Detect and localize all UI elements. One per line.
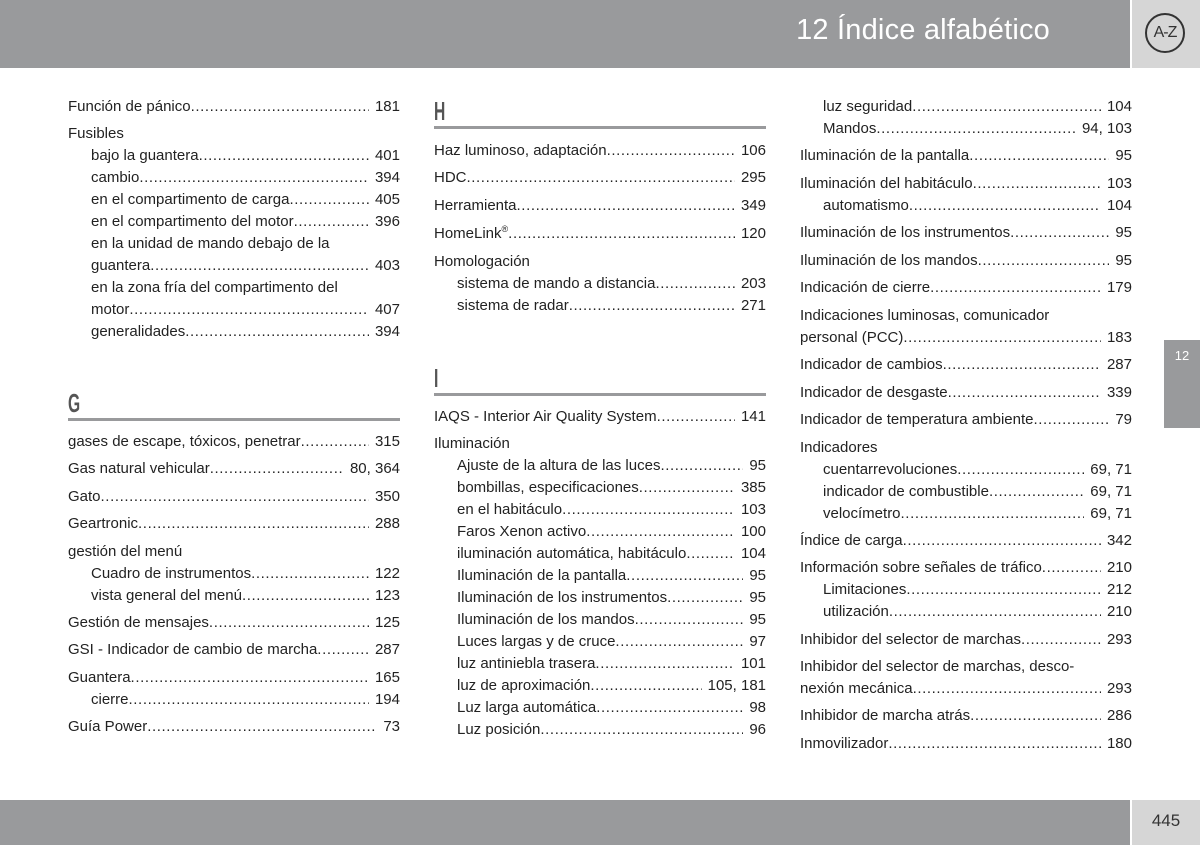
page-number-box [1132,800,1200,845]
index-entry: Información sobre señales de tráfico ..... 210 [800,557,1132,579]
section-letter: G [68,388,81,418]
index-entry: Geartronic ..... 288 [68,513,400,535]
index-entry: Indicador de temperatura ambiente ..... 79 [800,409,1132,431]
section-divider [68,418,400,421]
index-subentry: automatismo ..... 104 [823,195,1132,217]
index-subentry: luz seguridad ..... 104 [823,96,1132,118]
index-entry: Inmovilizador ..... 180 [800,733,1132,755]
index-entry: gases de escape, tóxicos, penetrar ..... 315 [68,431,400,453]
index-column-1 [68,96,400,756]
index-entry: Indicador de desgaste ..... 339 [800,382,1132,404]
index-subentry: Cuadro de instrumentos ..... 122 [91,563,400,585]
index-entry: Indicador de cambios ..... 287 [800,354,1132,376]
section-letter: H [434,96,446,126]
index-subentry: en el compartimento de carga ..... 405 [91,189,400,211]
index-subentry: en la unidad de mando debajo de la [91,235,330,252]
index-subentry: en el habitáculo ..... 103 [457,499,766,521]
section-letter: I [434,363,439,393]
index-entry: HDC ..... 295 [434,167,766,189]
index-entry: Inhibidor del selector de marchas, desco- [800,658,1075,675]
index-column-2 [434,96,766,756]
index-entry: Fusibles [68,125,124,142]
index-subentry: Iluminación de los mandos ..... 95 [457,609,766,631]
index-entry: nexión mecánica ..... 293 [800,678,1132,700]
index-entry: Índice de carga ..... 342 [800,530,1132,552]
index-entry: Indicación de cierre ..... 179 [800,277,1132,299]
index-entry: Homologación [434,253,530,270]
index-badge-box [1132,0,1200,68]
index-entry: Gas natural vehicular ..... 80, 364 [68,458,400,480]
index-subentry: Iluminación de la pantalla ..... 95 [457,565,766,587]
index-subentry: guantera ..... 403 [91,255,400,277]
index-subentry: Iluminación de los instrumentos ..... 95 [457,587,766,609]
index-entry: Guantera ..... 165 [68,667,400,689]
index-entry: personal (PCC) ..... 183 [800,327,1132,349]
index-entry: Indicaciones luminosas, comunicador [800,307,1050,324]
index-entry: Iluminación [434,435,510,452]
index-entry: Iluminación de los mandos ..... 95 [800,250,1132,272]
header-bar [0,0,1130,68]
az-index-icon: A-Z [1145,13,1185,53]
index-entry: Guía Power ..... 73 [68,716,400,738]
index-subentry: luz antiniebla trasera ..... 101 [457,653,766,675]
index-entry: gestión del menú [68,543,183,560]
page-number: 445 [1151,811,1181,830]
index-subentry: Limitaciones ..... 212 [823,579,1132,601]
index-subentry: Luces largas y de cruce ..... 97 [457,631,766,653]
index-subentry: Luz posición ..... 96 [457,719,766,741]
section-divider [434,393,766,396]
index-entry: Inhibidor del selector de marchas ..... 293 [800,629,1132,651]
index-subentry: vista general del menú ..... 123 [91,585,400,607]
chapter-tab[interactable]: 12 [1164,340,1200,428]
index-subentry: Mandos ..... 94, 103 [823,118,1132,140]
index-entry: Iluminación de los instrumentos ..... 95 [800,222,1132,244]
index-entry: Gato ..... 350 [68,486,400,508]
index-subentry: motor ..... 407 [91,299,400,321]
index-subentry: en el compartimento del motor ..... 396 [91,211,400,233]
index-entry: Herramienta ..... 349 [434,195,766,217]
index-subentry: Faros Xenon activo ..... 100 [457,521,766,543]
index-subentry: sistema de radar ..... 271 [457,295,766,317]
index-entry: Gestión de mensajes ..... 125 [68,612,400,634]
footer-bar [0,800,1130,845]
index-subentry: sistema de mando a distancia ..... 203 [457,273,766,295]
index-entry: Haz luminoso, adaptación ..... 106 [434,140,766,162]
index-entry: Indicadores [800,439,878,456]
index-entry: Inhibidor de marcha atrás ..... 286 [800,705,1132,727]
index-subentry: cierre ..... 194 [91,689,400,711]
index-subentry: indicador de combustible ..... 69, 71 [823,481,1132,503]
index-entry: Iluminación de la pantalla ..... 95 [800,145,1132,167]
section-divider [434,126,766,129]
index-entry: Iluminación del habitáculo ..... 103 [800,173,1132,195]
index-subentry: bombillas, especificaciones ..... 385 [457,477,766,499]
index-subentry: iluminación automática, habitáculo ..... 104 [457,543,766,565]
index-subentry: cuentarrevoluciones ..... 69, 71 [823,459,1132,481]
index-subentry: cambio ..... 394 [91,167,400,189]
index-subentry: en la zona fría del compartimento del [91,279,338,296]
index-subentry: utilización ..... 210 [823,601,1132,623]
index-subentry: Ajuste de la altura de las luces ..... 95 [457,455,766,477]
index-subentry: velocímetro ..... 69, 71 [823,503,1132,525]
index-column-3 [800,96,1132,766]
index-subentry: generalidades ..... 394 [91,321,400,343]
chapter-title: 12 Índice alfabético [796,14,1050,46]
index-subentry: luz de aproximación ..... 105, 181 [457,675,766,697]
index-subentry: bajo la guantera ..... 401 [91,145,400,167]
index-entry: GSI - Indicador de cambio de marcha ..... 287 [68,639,400,661]
index-entry: HomeLink® ..... 120 [434,223,766,245]
index-entry: Función de pánico ..... 181 [68,96,400,118]
index-subentry: Luz larga automática ..... 98 [457,697,766,719]
index-entry: IAQS - Interior Air Quality System ..... 141 [434,406,766,428]
